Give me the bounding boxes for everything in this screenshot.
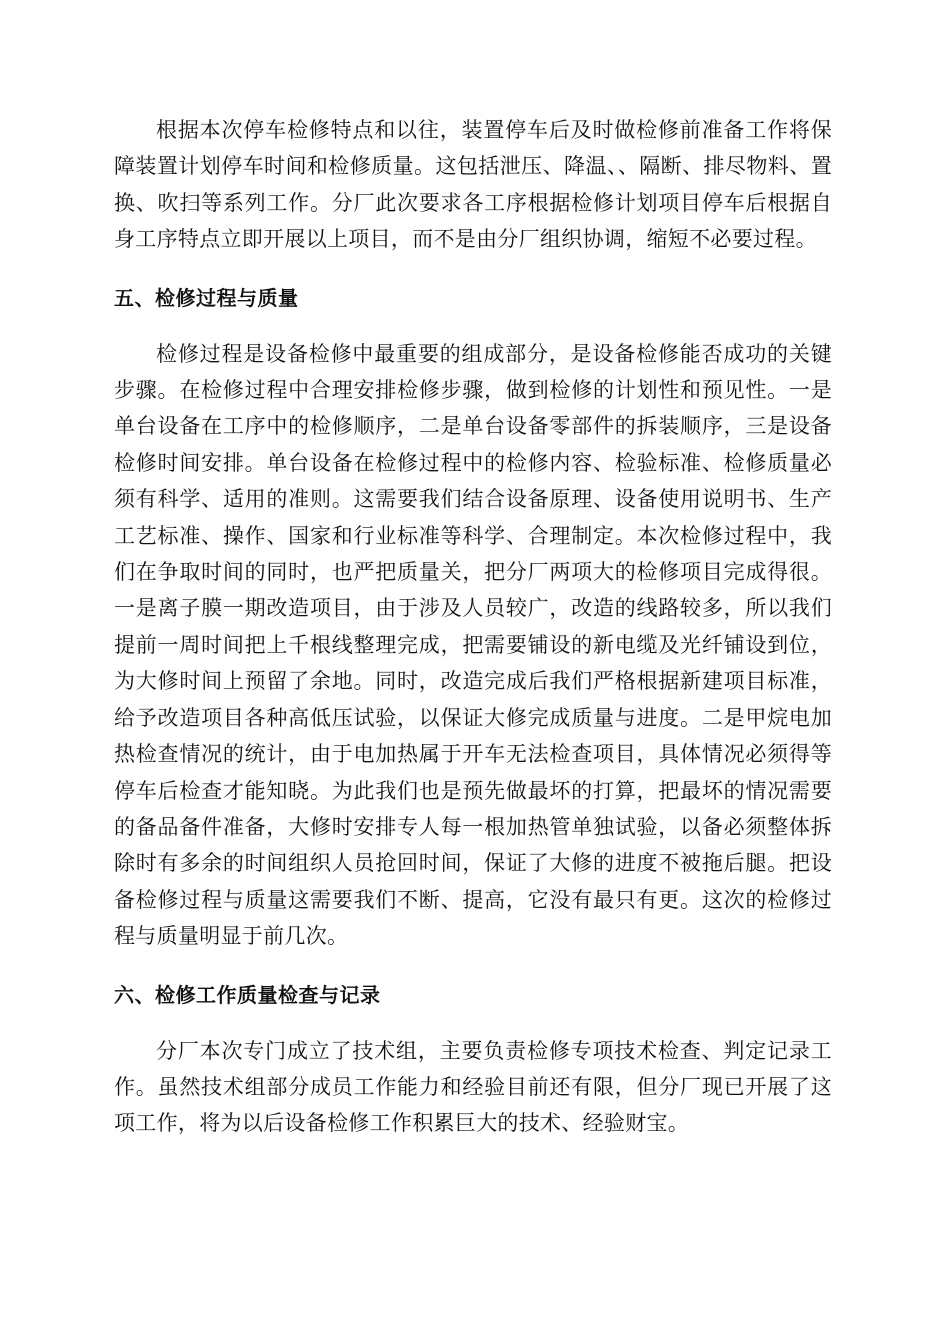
section-heading-5: 五、检修过程与质量 bbox=[114, 285, 299, 310]
section-heading-6: 六、检修工作质量检查与记录 bbox=[114, 982, 381, 1007]
document-body bbox=[114, 112, 832, 1142]
paragraph-quality-records: 分厂本次专门成立了技术组，主要负责检修专项技术检查、判定记录工作。虽然技术组部分成员工作能力和经验目前还有限，但分厂现已开展了这项工作，将为以后设备检修工作积累巨大的技术、经验财宝。 bbox=[114, 1038, 832, 1136]
paragraph-maintenance-process: 检修过程是设备检修中最重要的组成部分，是设备检修能否成功的关键步骤。在检修过程中合理安排检修步骤，做到检修的计划性和预见性。一是单台设备在工序中的检修顺序，二是单台设备零部件的拆装顺序，三是设备检修时间安排。单台设备在检修过程中的检修内容、检验标准、检修质量必须有科学、适用的准则。这需要我们结合设备原理、设备使用说明书、生产工艺标准、操作、国家和行业标准等科学、合理制定。本次检修过程中，我们在争取时间的同时，也严把质量关，把分厂两项大的检修项目完成得很。一是离子膜一期改造项目，由于涉及人员较广，改造的线路较多，所以我们提前一周时间把上千根线整理完成，把需要铺设的新电缆及光纤铺设到位，为大修时间上预留了余地。同时，改造完成后我们严格根据新建项目标准，给予改造项目各种高低压试验，以保证大修完成质量与进度。二是甲烷电加热检查情况的统计，由于电加热属于开车无法检查项目，具体情况必须得等停车后检查才能知晓。为此我们也是预先做最坏的打算，把最坏的情况需要的备品备件准备，大修时安排专人每一根加热管单独试验，以备必须整体拆除时有多余的时间组织人员抢回时间，保证了大修的进度不被拖后腿。把设备检修过程与质量这需要我们不断、提高，它没有最只有更。这次的检修过程与质量明显于前几次。 bbox=[114, 341, 832, 949]
paragraph-preparation: 根据本次停车检修特点和以往，装置停车后及时做检修前准备工作将保障装置计划停车时间和检修质量。这包括泄压、降温、、隔断、排尽物料、置换、吹扫等系列工作。分厂此次要求各工序根据检修计划项目停车后根据自身工序特点立即开展以上项目，而不是由分厂组织协调，缩短不必要过程。 bbox=[114, 118, 832, 252]
